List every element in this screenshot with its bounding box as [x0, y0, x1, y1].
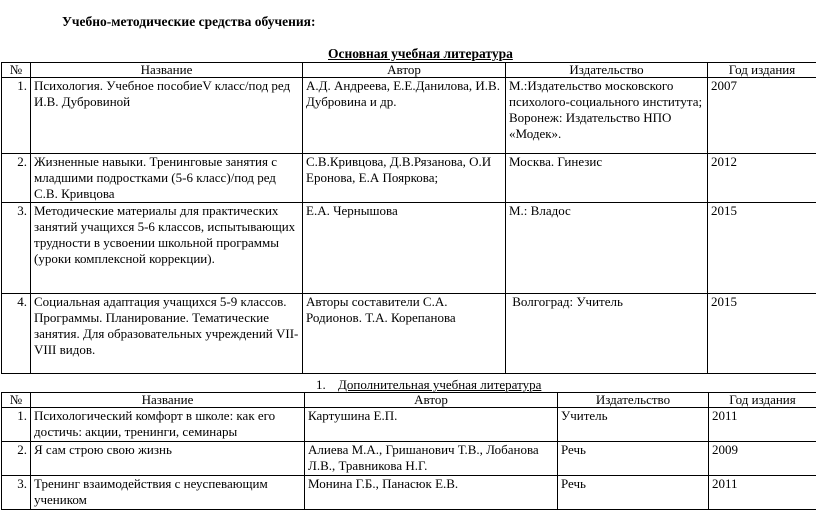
row-number: 4.: [2, 294, 31, 374]
book-publisher: Речь: [558, 442, 709, 476]
header-number: №: [2, 63, 31, 78]
section-title-text: Дополнительная учебная литература: [338, 377, 542, 392]
table-row: [2, 154, 816, 203]
book-year: 2007: [708, 78, 816, 154]
book-publisher: Волгоград: Учитель: [506, 294, 708, 374]
header-year: Год издания: [709, 393, 816, 408]
book-author: С.В.Кривцова, Д.В.Рязанова, О.И Еронова, Е.А Пояркова;: [303, 154, 506, 203]
book-year: 2012: [708, 154, 816, 203]
book-author: Алиева М.А., Гришанович Т.В., Лобанова Л.В., Травникова Н.Г.: [305, 442, 558, 476]
book-publisher: Учитель: [558, 408, 709, 442]
row-number: 2.: [2, 442, 31, 476]
header-publisher: Издательство: [558, 393, 709, 408]
book-year: 2011: [709, 408, 816, 442]
book-publisher: Речь: [558, 476, 709, 510]
book-title: Методические материалы для практических занятий учащихся 5-6 классов, испытывающих трудности в усвоении школьной программы (уроки комплексной коррекции).: [31, 203, 303, 294]
book-title: Социальная адаптация учащихся 5-9 классов. Программы. Планирование. Тематические занятия. Для образовательных учреждений VII-VIII видов.: [31, 294, 303, 374]
section-title-main-literature: Основная учебная литература: [328, 46, 513, 61]
section-title-additional-literature: [316, 377, 541, 393]
header-publisher: Издательство: [506, 63, 708, 78]
book-author: Монина Г.Б., Панасюк Е.В.: [305, 476, 558, 510]
table-row: [2, 78, 816, 154]
header-year: Год издания: [708, 63, 816, 78]
table-row: [2, 203, 816, 294]
book-author: Авторы составители С.А. Родионов. Т.А. Корепанова: [303, 294, 506, 374]
book-title: Я сам строю свою жизнь: [31, 442, 305, 476]
book-title: Психология. Учебное пособиеV класс/под ред И.В. Дубровиной: [31, 78, 303, 154]
book-author: Е.А. Чернышова: [303, 203, 506, 294]
table-row: [2, 408, 816, 442]
header-author: Автор: [303, 63, 506, 78]
book-author: А.Д. Андреева, Е.Е.Данилова, И.В. Дубровина и др.: [303, 78, 506, 154]
header-name: Название: [31, 393, 305, 408]
book-publisher: М.: Владос: [506, 203, 708, 294]
book-year: 2009: [709, 442, 816, 476]
table-row: [2, 442, 816, 476]
table-row: [2, 476, 816, 510]
page-title: Учебно-методические средства обучения:: [62, 14, 316, 29]
section-number: 1.: [316, 377, 326, 392]
main-literature-table: [1, 62, 816, 374]
book-author: Картушина Е.П.: [305, 408, 558, 442]
row-number: 3.: [2, 203, 31, 294]
book-title: Тренинг взаимодействия с неуспевающим учеником: [31, 476, 305, 510]
row-number: 1.: [2, 408, 31, 442]
table-row: [2, 294, 816, 374]
additional-literature-table: [1, 392, 816, 510]
book-year: 2015: [708, 203, 816, 294]
row-number: 2.: [2, 154, 31, 203]
header-author: Автор: [305, 393, 558, 408]
header-number: №: [2, 393, 31, 408]
book-title: Жизненные навыки. Тренинговые занятия с младшими подростками (5-6 класс)/под ред С.В. Кривцова: [31, 154, 303, 203]
book-year: 2011: [709, 476, 816, 510]
book-publisher: М.:Издательство московского психолого-социального института; Воронеж: Издательство НПО «Модек».: [506, 78, 708, 154]
row-number: 3.: [2, 476, 31, 510]
row-number: 1.: [2, 78, 31, 154]
table-header-row: [2, 63, 816, 78]
book-year: 2015: [708, 294, 816, 374]
header-name: Название: [31, 63, 303, 78]
table-header-row: [2, 393, 816, 408]
book-publisher: Москва. Гинезис: [506, 154, 708, 203]
book-title: Психологический комфорт в школе: как его достичь: акции, тренинги, семинары: [31, 408, 305, 442]
